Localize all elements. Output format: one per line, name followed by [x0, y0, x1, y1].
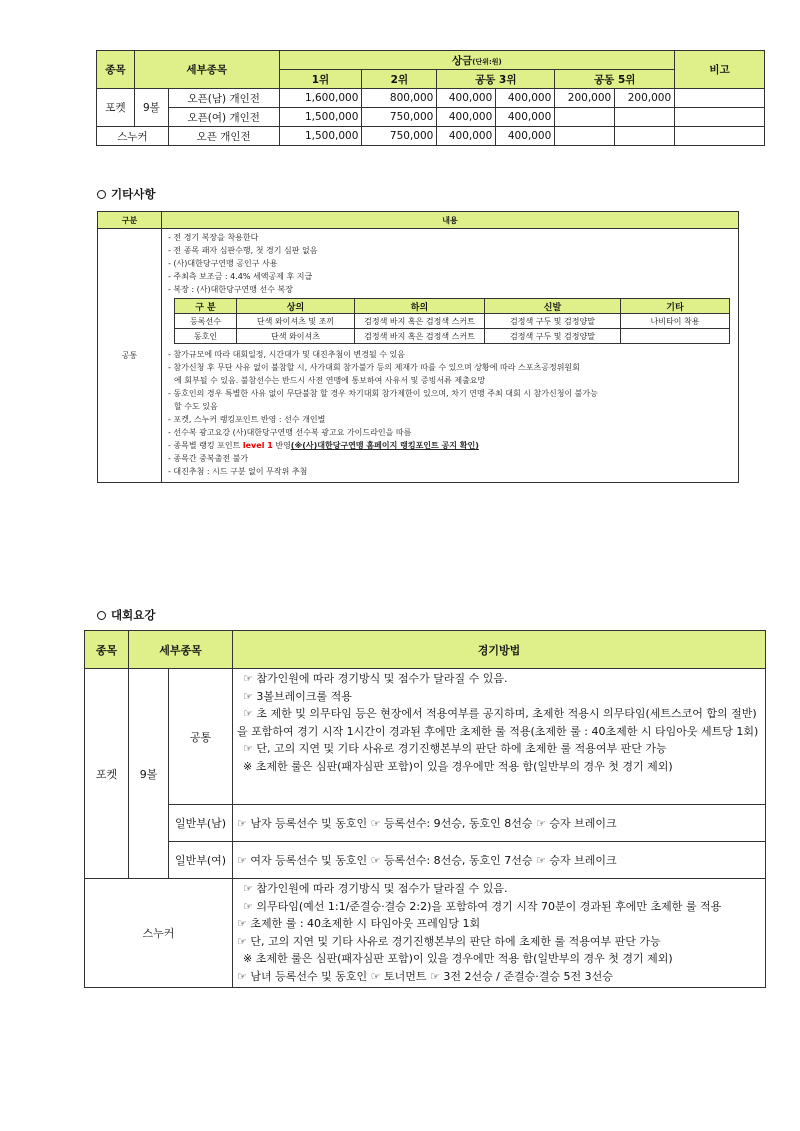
table-row [175, 314, 730, 329]
prize-cell: 1,500,000 [279, 108, 362, 127]
guide-section-heading [97, 607, 155, 623]
dress-header: 신발 [485, 299, 621, 314]
pocket-sub: 9볼 [134, 89, 168, 127]
guide-women-label: 일반부(여) [169, 842, 233, 879]
guide-line: ☞ 참가인원에 따라 경기방식 및 점수가 달라질 수 있음. [243, 882, 508, 895]
header-rank-1: 1위 [279, 70, 362, 89]
dress-cell: 동호인 [175, 329, 237, 344]
circle-bullet-icon [97, 190, 106, 199]
misc-line: 에 회부될 수 있음. 불참선수는 반드시 사전 연맹에 통보하여 사유서 및 증빙서류 제출요망 [174, 376, 486, 385]
guide-line: ※ 초제한 룰은 심판(패자심판 포함)이 있을 경우에만 적용 함(일반부의 경우 첫 경기 제외) [243, 759, 673, 773]
prize-cell: 1,600,000 [279, 89, 362, 108]
guide-line: ☞ 참가인원에 따라 경기방식 및 점수가 달라질 수 있음. [243, 672, 508, 685]
guide-common-text [233, 669, 766, 805]
ranking-line [168, 439, 734, 452]
prize-cell: 200,000 [555, 89, 615, 108]
guide-table [84, 630, 766, 988]
header-rank-3: 공동 3위 [437, 70, 555, 89]
prize-cell: 400,000 [496, 108, 555, 127]
event-name: 오픈 개인전 [168, 127, 279, 146]
prize-cell: 400,000 [437, 89, 496, 108]
misc-line: - 참가규모에 따라 대회일정, 시간대가 및 대진추첨이 변경될 수 있음 [168, 350, 405, 359]
dress-cell: 나비타이 착용 [621, 314, 730, 329]
header-prize [279, 51, 675, 70]
remarks-cell [675, 108, 765, 127]
misc-header-category: 구분 [98, 212, 162, 229]
misc-line: - (사)대한당구연맹 공인구 사용 [168, 259, 278, 268]
dress-header: 기타 [621, 299, 730, 314]
ranking-suffix: 반영 [272, 441, 291, 450]
guide-line: ☞ 초 제한 및 의무타임 등은 현장에서 적용여부를 공지하며, 초제한 적용시 의무타임(세트스코어 합의 절반)을 포함하여 경기 시작 1시간이 경과된 후에만 초제한 룰 적용(초제한 룰 : 40초제한 시 타임아웃 세트당 1회) [237, 707, 759, 738]
misc-line: - 종목간 중복출전 불가 [168, 454, 249, 463]
guide-snooker-text [233, 879, 766, 988]
guide-line: ☞ 3볼브레이크룰 적용 [243, 689, 352, 703]
misc-line: - 대진추첨 : 시드 구분 없이 무작위 추첨 [168, 467, 308, 476]
dress-cell: 검정색 구두 및 검정양말 [485, 314, 621, 329]
guide-men-text: ☞ 남자 등록선수 및 동호인 ☞ 등록선수: 9선승, 동호인 8선승 ☞ 승자 브레이크 [233, 805, 766, 842]
prize-cell [555, 108, 615, 127]
dress-cell: 단색 와이셔츠 [237, 329, 355, 344]
header-rank-2: 2위 [362, 70, 437, 89]
dress-cell: 단색 와이셔츠 및 조끼 [237, 314, 355, 329]
dress-header: 하의 [355, 299, 485, 314]
dress-cell: 검정색 바지 혹은 검정색 스커트 [355, 329, 485, 344]
misc-line: - 포켓, 스누커 랭킹포인트 반영 : 선수 개인별 [168, 415, 326, 424]
misc-line: - 참가신청 후 무단 사유 없이 불참할 시, 사가대회 참가불가 등의 제재가 따를 수 있으며 상황에 따라 스포츠공정위원회 [168, 363, 580, 372]
prize-cell: 400,000 [437, 127, 496, 146]
misc-line: - 선수복 광고요강 (사)대한당구연맹 선수복 광고요 가이드라인을 따름 [168, 428, 412, 437]
guide-line: ☞ 초제한 룰 : 40초제한 시 타임아웃 프레임당 1회 [237, 917, 481, 931]
guide-header-category: 종목 [85, 631, 129, 669]
circle-bullet-icon [97, 611, 106, 620]
prize-cell: 1,500,000 [279, 127, 362, 146]
guide-line: ☞ 남녀 등록선수 및 동호인 ☞ 토너먼트 ☞ 3전 2선승 / 준결승·결승 5전 3선승 [237, 969, 613, 983]
dress-cell [621, 329, 730, 344]
guide-section-title: 대회요강 [111, 608, 156, 622]
prize-table [96, 50, 765, 146]
misc-line: - 주최측 보조금 : 4.4% 세액공제 후 지급 [168, 272, 313, 281]
misc-line: - 동호인의 경우 특별한 사유 없이 무단불참 할 경우 차기대회 참가제한이 있으며, 차기 연맹 주최 대회 시 참가신청이 불가능 [168, 389, 598, 398]
guide-pocket-sub: 9볼 [129, 669, 169, 879]
misc-content [162, 229, 739, 483]
guide-line: ☞ 의무타임(예선 1:1/준결승·결승 2:2)을 포함하여 경기 시작 70분이 경과된 후에만 초제한 룰 적용 [243, 899, 722, 913]
guide-line: ※ 초제한 룰은 심판(패자심판 포함)이 있을 경우에만 적용 함(일반부의 경우 첫 경기 제외) [243, 952, 673, 966]
misc-section-title: 기타사항 [111, 187, 156, 201]
guide-header-subcategory: 세부종목 [129, 631, 233, 669]
prize-cell: 750,000 [362, 127, 437, 146]
snooker-category: 스누커 [97, 127, 169, 146]
prize-label: 상금 [451, 54, 473, 67]
event-name: 오픈(남) 개인전 [168, 89, 279, 108]
event-name: 오픈(여) 개인전 [168, 108, 279, 127]
table-row [175, 329, 730, 344]
prize-cell: 400,000 [496, 127, 555, 146]
table-row [97, 108, 765, 127]
guide-pocket-category: 포켓 [85, 669, 129, 879]
ranking-notice-link[interactable]: (※(사)대한당구연맹 홈페이지 랭킹포인트 공지 확인) [290, 441, 479, 450]
misc-section-heading [97, 186, 155, 202]
prize-cell: 400,000 [496, 89, 555, 108]
prize-cell [615, 108, 675, 127]
prize-cell: 400,000 [437, 108, 496, 127]
guide-common-label: 공통 [169, 669, 233, 805]
guide-line: ☞ 단, 고의 지연 및 기타 사유로 경기진행본부의 판단 하에 초제한 룰 적용여부 판단 가능 [243, 742, 667, 756]
misc-table [97, 211, 739, 483]
guide-snooker-label: 스누커 [85, 879, 233, 988]
header-subcategory: 세부종목 [134, 51, 279, 89]
dress-code-table [174, 298, 730, 344]
header-remarks: 비고 [675, 51, 765, 89]
dress-cell: 검정색 바지 혹은 검정색 스커트 [355, 314, 485, 329]
misc-header-content: 내용 [162, 212, 739, 229]
prize-cell [555, 127, 615, 146]
dress-cell: 등록선수 [175, 314, 237, 329]
guide-women-text: ☞ 여자 등록선수 및 동호인 ☞ 등록선수: 8선승, 동호인 7선승 ☞ 승자 브레이크 [233, 842, 766, 879]
ranking-prefix: - 종목별 랭킹 포인트 [168, 441, 243, 450]
misc-row-label: 공통 [98, 229, 162, 483]
dress-cell: 검정색 구두 및 검정양말 [485, 329, 621, 344]
ranking-level: level 1 [242, 441, 273, 450]
header-rank-5: 공동 5위 [555, 70, 675, 89]
prize-cell: 200,000 [615, 89, 675, 108]
misc-line: - 전 종목 패자 심판수행, 첫 경기 심판 없음 [168, 246, 318, 255]
prize-cell: 750,000 [362, 108, 437, 127]
table-row [97, 127, 765, 146]
prize-unit: (단위:원) [472, 57, 502, 66]
prize-cell: 800,000 [362, 89, 437, 108]
dress-header: 구 분 [175, 299, 237, 314]
guide-men-label: 일반부(남) [169, 805, 233, 842]
misc-line: - 전 경기 복장을 착용한다 [168, 233, 259, 242]
misc-line: - 복장 : (사)대한당구연맹 선수 복장 [168, 285, 294, 294]
header-category: 종목 [97, 51, 135, 89]
guide-header-method: 경기방법 [233, 631, 766, 669]
remarks-cell [675, 89, 765, 108]
table-row [97, 89, 765, 108]
misc-line: 할 수도 있음 [174, 402, 218, 411]
prize-cell [615, 127, 675, 146]
pocket-category: 포켓 [97, 89, 135, 127]
guide-line: ☞ 단, 고의 지연 및 기타 사유로 경기진행본부의 판단 하에 초제한 룰 적용여부 판단 가능 [237, 934, 661, 948]
remarks-cell [675, 127, 765, 146]
dress-header: 상의 [237, 299, 355, 314]
